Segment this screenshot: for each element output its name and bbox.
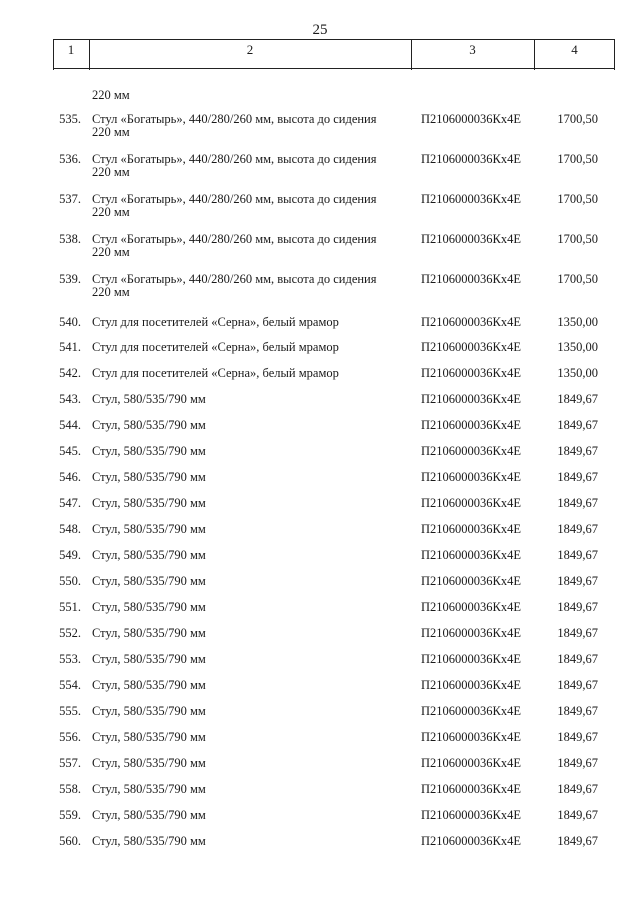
row-code: П2106000036Кх4Е <box>421 418 521 432</box>
row-description-line: Стул, 580/535/790 мм <box>92 808 206 822</box>
row-number: 552. <box>59 626 81 640</box>
row-description <box>92 549 402 562</box>
row-description-line: Стул, 580/535/790 мм <box>92 678 206 692</box>
row-code: П2106000036Кх4Е <box>421 652 521 666</box>
row-code: П2106000036Кх4Е <box>421 704 521 718</box>
row-price: 1849,67 <box>557 652 598 666</box>
row-code: П2106000036Кх4Е <box>421 470 521 484</box>
row-description <box>92 419 402 432</box>
row-number: 550. <box>59 574 81 588</box>
row-description <box>92 193 402 219</box>
row-price: 1849,67 <box>557 782 598 796</box>
header-col-4: 4 <box>571 42 578 57</box>
row-description-line: Стул, 580/535/790 мм <box>92 392 206 406</box>
row-code: П2106000036Кх4Е <box>421 730 521 744</box>
row-description-line: Стул, 580/535/790 мм <box>92 470 206 484</box>
row-description <box>92 273 402 299</box>
row-code: П2106000036Кх4Е <box>421 626 521 640</box>
row-code: П2106000036Кх4Е <box>421 112 521 126</box>
row-price: 1350,00 <box>557 315 598 329</box>
row-description-line: Стул «Богатырь», 440/280/260 мм, высота до сидения <box>92 192 377 206</box>
row-description <box>92 601 402 614</box>
row-price: 1350,00 <box>557 366 598 380</box>
row-number: 545. <box>59 444 81 458</box>
row-price: 1849,67 <box>557 574 598 588</box>
row-number: 555. <box>59 704 81 718</box>
row-price: 1849,67 <box>557 834 598 848</box>
row-code: П2106000036Кх4Е <box>421 152 521 166</box>
row-price: 1849,67 <box>557 444 598 458</box>
row-description <box>92 835 402 848</box>
row-price: 1700,50 <box>557 152 598 166</box>
row-description-line: Стул, 580/535/790 мм <box>92 626 206 640</box>
row-code: П2106000036Кх4Е <box>421 444 521 458</box>
row-description-line: Стул «Богатырь», 440/280/260 мм, высота до сидения <box>92 112 377 126</box>
table-divider <box>53 39 54 70</box>
row-price: 1849,67 <box>557 470 598 484</box>
row-description <box>92 731 402 744</box>
row-description-line: Стул, 580/535/790 мм <box>92 704 206 718</box>
row-number: 540. <box>59 315 81 329</box>
header-col-2: 2 <box>246 42 254 57</box>
row-description-line: Стул, 580/535/790 мм <box>92 756 206 770</box>
row-description-line: Стул «Богатырь», 440/280/260 мм, высота до сидения <box>92 232 377 246</box>
row-description-line: Стул для посетителей «Серна», белый мрамор <box>92 366 339 380</box>
row-description-line: 220 мм <box>92 245 130 259</box>
row-code: П2106000036Кх4Е <box>421 678 521 692</box>
row-description-line: Стул, 580/535/790 мм <box>92 548 206 562</box>
row-code: П2106000036Кх4Е <box>421 522 521 536</box>
row-number: 546. <box>59 470 81 484</box>
header-col-1: 1 <box>67 42 75 57</box>
row-number: 541. <box>59 340 81 354</box>
row-number: 556. <box>59 730 81 744</box>
table-divider <box>614 39 615 70</box>
row-description-line: 220 мм <box>92 165 130 179</box>
row-description <box>92 471 402 484</box>
row-description-line: Стул, 580/535/790 мм <box>92 496 206 510</box>
row-number: 547. <box>59 496 81 510</box>
row-description-line: Стул для посетителей «Серна», белый мрамор <box>92 315 339 329</box>
row-code: П2106000036Кх4Е <box>421 600 521 614</box>
row-code: П2106000036Кх4Е <box>421 192 521 206</box>
row-description-line: 220 мм <box>92 285 130 299</box>
row-description <box>92 679 402 692</box>
row-number: 537. <box>59 192 81 206</box>
row-price: 1849,67 <box>557 730 598 744</box>
row-code: П2106000036Кх4Е <box>421 834 521 848</box>
row-description <box>92 653 402 666</box>
row-price: 1700,50 <box>557 192 598 206</box>
row-code: П2106000036Кх4Е <box>421 340 521 354</box>
row-code: П2106000036Кх4Е <box>421 548 521 562</box>
row-number: 558. <box>59 782 81 796</box>
row-description-line: Стул, 580/535/790 мм <box>92 834 206 848</box>
row-code: П2106000036Кх4Е <box>421 366 521 380</box>
row-code: П2106000036Кх4Е <box>421 782 521 796</box>
row-number: 553. <box>59 652 81 666</box>
row-number: 542. <box>59 366 81 380</box>
row-description-line: Стул «Богатырь», 440/280/260 мм, высота до сидения <box>92 272 377 286</box>
row-number: 554. <box>59 678 81 692</box>
row-number: 559. <box>59 808 81 822</box>
row-description-line: 220 мм <box>92 205 130 219</box>
row-price: 1700,50 <box>557 272 598 286</box>
row-description <box>92 367 402 380</box>
row-price: 1849,67 <box>557 600 598 614</box>
row-description <box>92 783 402 796</box>
row-number: 549. <box>59 548 81 562</box>
row-price: 1849,67 <box>557 756 598 770</box>
row-code: П2106000036Кх4Е <box>421 756 521 770</box>
row-code: П2106000036Кх4Е <box>421 272 521 286</box>
row-number: 560. <box>59 834 81 848</box>
row-number: 544. <box>59 418 81 432</box>
row-description-line: Стул для посетителей «Серна», белый мрамор <box>92 340 339 354</box>
table-divider <box>534 39 535 70</box>
row-price: 1700,50 <box>557 232 598 246</box>
row-description-line: Стул, 580/535/790 мм <box>92 444 206 458</box>
row-description-line: Стул, 580/535/790 мм <box>92 782 206 796</box>
row-description <box>92 757 402 770</box>
row-number: 538. <box>59 232 81 246</box>
row-description-line: Стул, 580/535/790 мм <box>92 574 206 588</box>
row-price: 1849,67 <box>557 626 598 640</box>
row-number: 551. <box>59 600 81 614</box>
table-divider <box>89 39 90 70</box>
row-code: П2106000036Кх4Е <box>421 574 521 588</box>
row-description <box>92 705 402 718</box>
row-description <box>92 233 402 259</box>
row-number: 548. <box>59 522 81 536</box>
row-code: П2106000036Кх4Е <box>421 232 521 246</box>
row-description <box>92 627 402 640</box>
row-number: 557. <box>59 756 81 770</box>
row-number: 539. <box>59 272 81 286</box>
row-number: 543. <box>59 392 81 406</box>
row-price: 1849,67 <box>557 808 598 822</box>
row-price: 1700,50 <box>557 112 598 126</box>
continued-text: 220 мм <box>92 88 130 102</box>
row-description <box>92 575 402 588</box>
page-number: 25 <box>312 22 328 38</box>
row-price: 1849,67 <box>557 678 598 692</box>
row-description <box>92 393 402 406</box>
row-price: 1350,00 <box>557 340 598 354</box>
row-description-line: Стул, 580/535/790 мм <box>92 522 206 536</box>
row-description-line: Стул, 580/535/790 мм <box>92 652 206 666</box>
row-price: 1849,67 <box>557 392 598 406</box>
row-code: П2106000036Кх4Е <box>421 808 521 822</box>
row-number: 535. <box>59 112 81 126</box>
row-description <box>92 809 402 822</box>
table-header <box>53 39 615 69</box>
row-number: 536. <box>59 152 81 166</box>
row-description-line: Стул, 580/535/790 мм <box>92 418 206 432</box>
row-description <box>92 497 402 510</box>
row-price: 1849,67 <box>557 548 598 562</box>
row-code: П2106000036Кх4Е <box>421 392 521 406</box>
row-description-line: 220 мм <box>92 125 130 139</box>
row-price: 1849,67 <box>557 704 598 718</box>
row-description <box>92 445 402 458</box>
header-col-3: 3 <box>469 42 476 57</box>
row-description <box>92 316 402 329</box>
row-code: П2106000036Кх4Е <box>421 496 521 510</box>
row-price: 1849,67 <box>557 418 598 432</box>
row-description <box>92 113 402 139</box>
row-description-line: Стул, 580/535/790 мм <box>92 600 206 614</box>
row-description <box>92 153 402 179</box>
row-description-line: Стул, 580/535/790 мм <box>92 730 206 744</box>
row-price: 1849,67 <box>557 522 598 536</box>
row-price: 1849,67 <box>557 496 598 510</box>
row-description <box>92 341 402 354</box>
row-description-line: Стул «Богатырь», 440/280/260 мм, высота до сидения <box>92 152 377 166</box>
table-divider <box>411 39 412 70</box>
row-description <box>92 523 402 536</box>
row-code: П2106000036Кх4Е <box>421 315 521 329</box>
